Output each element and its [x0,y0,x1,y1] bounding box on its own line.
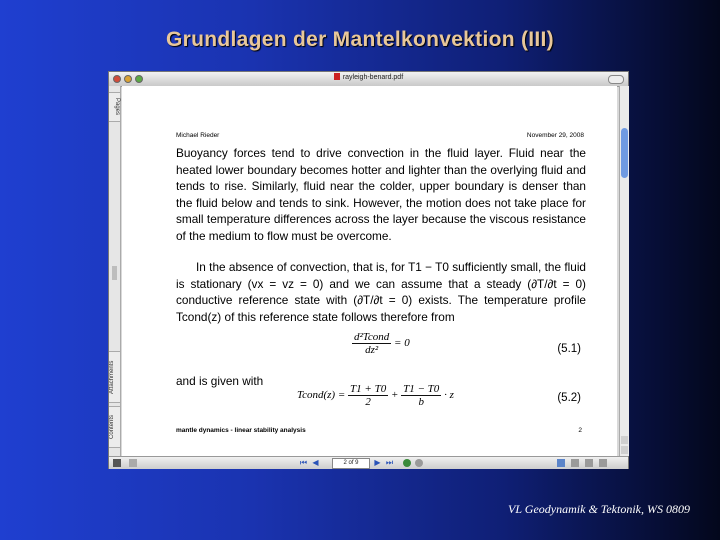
last-page-icon[interactable]: ⏭ [385,458,394,467]
eq1-rhs: = 0 [394,337,410,350]
pdf-page [122,86,617,456]
page-number-field[interactable]: 2 of 9 [332,458,370,469]
eq2-frac1-num: T1 + T0 [350,383,387,395]
drawer-resize-handle[interactable] [112,266,117,280]
vertical-scrollbar[interactable] [619,86,629,456]
equation-number-5-2: (5.2) [557,392,581,404]
window-titlebar[interactable] [109,72,628,87]
next-page-icon[interactable]: ▶ [374,458,381,467]
bottom-toolbar [109,456,628,469]
equation-5-2 [297,383,454,408]
pdf-file-icon [334,73,340,80]
window-title [109,73,628,81]
eq1-numerator: d²Tcond [354,331,390,343]
scroll-down-arrow-icon[interactable] [621,446,628,454]
facing-pages-icon[interactable] [585,459,593,467]
drawer-toggle-icon[interactable] [113,459,121,467]
previous-page-icon[interactable]: ◀ [312,458,319,467]
continuous-view-icon[interactable] [571,459,579,467]
window-filename: rayleigh-benard.pdf [342,74,404,81]
scroll-up-arrow-icon[interactable] [621,436,628,444]
scrollbar-thumb[interactable] [621,128,628,178]
eq2-frac2-den: b [418,396,424,408]
given-with-text: and is given with [176,374,264,388]
single-page-view-icon[interactable] [557,459,565,467]
eq2-tail: · z [444,389,454,402]
equation-5-1 [352,331,410,356]
eq1-denominator: dz² [365,344,379,356]
equation-number-5-1: (5.1) [557,343,581,355]
pdf-viewer-window [108,71,629,469]
slide-footer: VL Geodynamik & Tektonik, WS 0809 [508,502,690,516]
paragraph-absence-convection: In the absence of convection, that is, for T1 − T0 sufficiently small, the fluid is stationary (vx = vz = 0) and we can assume that a steady (∂T/∂t = 0) conductive reference state with (∂T/∂t = 0) exists. The temperature profile Tcond(z) of this reference state follows therefore from [176,260,586,324]
eq2-lhs: Tcond(z) = [297,389,346,402]
drawer-tab-contents[interactable]: Contents [109,406,120,448]
page-layout-icon[interactable] [129,459,137,467]
go-back-icon[interactable] [403,459,411,467]
eq2-frac2-num: T1 − T0 [403,383,440,395]
continuous-facing-icon[interactable] [599,459,607,467]
page-footer-title: mantle dynamics - linear stability analysis [176,427,306,434]
toolbar-toggle-button[interactable] [608,75,624,84]
eq2-frac1-den: 2 [365,396,371,408]
page-header-author: Michael Rieder [176,132,220,139]
first-page-icon[interactable]: ⏮ [299,458,308,467]
sidebar-drawer [109,86,121,456]
paragraph-buoyancy: Buoyancy forces tend to drive convection in the fluid layer. Fluid near the heated lower boundary becomes hotter and lighter than the overlying fluid and tends to rise. Similarly, fluid near the colder, upper boundary is denser than the fluid below and tends to sink. However, the motion does not take place for small temperature differences across the layer because the viscous resistance of the medium to flow must be overcome. [176,146,586,243]
slide-title: Grundlagen der Mantelkonvektion (III) [166,28,554,51]
drawer-tab-attachments[interactable]: Attachments [109,351,120,403]
page-footer-number: 2 [578,427,582,434]
go-forward-icon[interactable] [415,459,423,467]
page-header-date: November 29, 2008 [526,132,584,139]
eq2-plus: + [390,389,399,402]
drawer-tab-pages[interactable]: Pages [109,92,120,122]
